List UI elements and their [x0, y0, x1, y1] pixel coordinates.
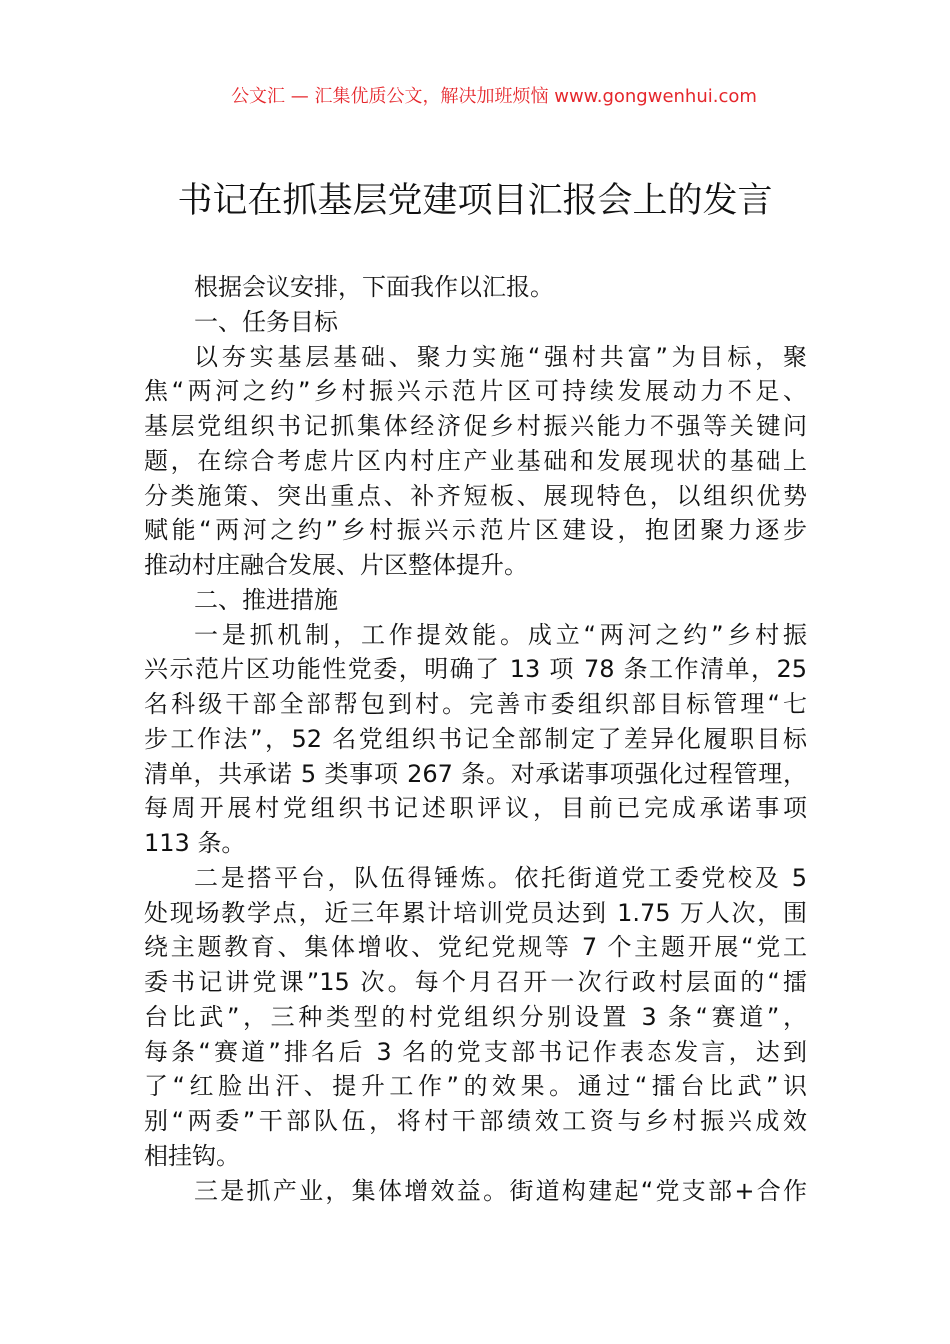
- text-line: 相挂钩。: [144, 1141, 240, 1170]
- watermark-header: 公文汇 — 汇集优质公文，解决加班烦恼 www.gongwenhui.com: [231, 86, 757, 107]
- document-title: 书记在抓基层党建项目汇报会上的发言: [177, 181, 773, 221]
- text-line: 二、推进措施: [194, 585, 338, 614]
- text-line: 基层党组织书记抓集体经济促乡村振兴能力不强等关键问: [144, 412, 807, 440]
- text-line: 二是搭平台，队伍得锤炼。依托街道党工委党校及 5: [194, 863, 807, 892]
- text-line: 名科级干部全部帮包到村。完善市委组织部目标管理“七: [144, 690, 807, 718]
- text-line: 焦“两河之约”乡村振兴示范片区可持续发展动力不足、: [144, 377, 807, 406]
- text-line: 一、任务目标: [194, 307, 338, 336]
- paragraph: [144, 340, 807, 583]
- text-line: 绕主题教育、集体增收、党纪党规等 7 个主题开展“党工: [144, 933, 807, 962]
- text-line: 推动村庄融合发展、片区整体提升。: [144, 551, 528, 579]
- text-line: 清单，共承诺 5 类事项 267 条。对承诺事项强化过程管理，: [144, 759, 807, 788]
- text-line: 赋能“两河之约”乡村振兴示范片区建设，抱团聚力逐步: [144, 516, 807, 545]
- text-line: 兴示范片区功能性党委，明确了 13 项 78 条工作清单，25: [144, 655, 807, 684]
- text-line: 台比武”，三种类型的村党组织分别设置 3 条“赛道”，: [144, 1002, 807, 1031]
- paragraph: [144, 618, 807, 861]
- text-line: 委书记讲党课”15 次。每个月召开一次行政村层面的“擂: [144, 968, 807, 996]
- text-line: 根据会议安排，下面我作以汇报。: [194, 273, 554, 301]
- text-line: 三是抓产业，集体增效益。街道构建起“党支部+合作: [194, 1176, 807, 1205]
- text-line: 每周开展村党组织书记述职评议，目前已完成承诺事项: [144, 794, 807, 823]
- paragraph: [144, 861, 807, 1174]
- paragraph: [144, 270, 807, 305]
- text-line: 题，在综合考虑片区内村庄产业基础和发展现状的基础上: [144, 446, 807, 475]
- text-line: 以夯实基层基础、聚力实施“强村共富”为目标，聚: [194, 342, 807, 371]
- text-line: 了“红脸出汗、提升工作”的效果。通过“擂台比武”识: [144, 1072, 807, 1101]
- paragraph: [144, 305, 807, 340]
- text-line: 一是抓机制，工作提效能。成立“两河之约”乡村振: [194, 620, 807, 649]
- document-body: [144, 270, 807, 1208]
- paragraph: [144, 1174, 807, 1209]
- paragraph: [144, 583, 807, 618]
- text-line: 分类施策、突出重点、补齐短板、展现特色，以组织优势: [144, 481, 807, 510]
- text-line: 113 条。: [144, 829, 246, 857]
- text-line: 处现场教学点，近三年累计培训党员达到 1.75 万人次，围: [144, 898, 807, 927]
- text-line: 别“两委”干部队伍，将村干部绩效工资与乡村振兴成效: [144, 1107, 807, 1135]
- text-line: 每条“赛道”排名后 3 名的党支部书记作表态发言，达到: [144, 1037, 807, 1066]
- text-line: 步工作法”，52 名党组织书记全部制定了差异化履职目标: [144, 724, 807, 753]
